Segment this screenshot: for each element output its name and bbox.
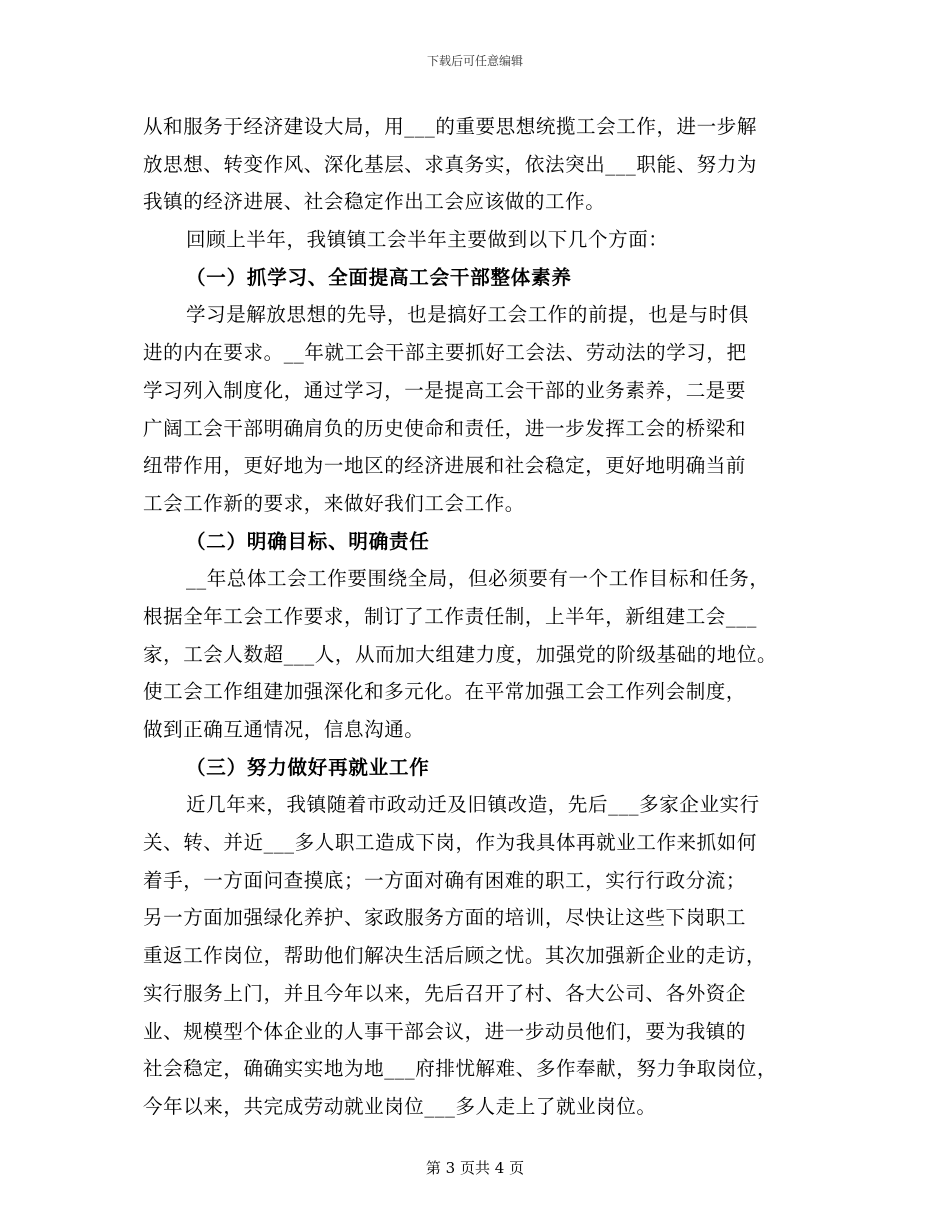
body-line: 学习是解放思想的先导，也是搞好工会工作的前提，也是与时俱 xyxy=(186,303,749,327)
section-heading-1: （一）抓学习、全面提高工会干部整体素养 xyxy=(186,265,572,289)
body-line: 今年以来，共完成劳动就业岗位___多人走上了就业岗位。 xyxy=(143,1094,657,1118)
body-line: 广阔工会干部明确肩负的历史使命和责任，进一步发挥工会的桥梁和 xyxy=(143,416,747,440)
body-line: 我镇的经济进展、社会稳定作出工会应该做的工作。 xyxy=(143,190,606,214)
body-line: 着手，一方面问查摸底；一方面对确有困难的职工，实行行政分流； xyxy=(143,868,747,892)
body-line: 关、转、并近___多人职工造成下岗，作为我具体再就业工作来抓如何 xyxy=(143,831,757,855)
body-line: __年总体工会工作要围绕全局，但必须要有一个工作目标和任务， xyxy=(186,567,770,591)
body-line: 做到正确互通情况，信息沟通。 xyxy=(143,718,425,741)
body-line: 使工会工作组建加强深化和多元化。在平常加强工会工作列会制度， xyxy=(143,680,747,704)
body-line: 实行服务上门，并且今年以来，先后召开了村、各大公司、各外资企 xyxy=(143,981,747,1005)
body-line: 放思想、转变作风、深化基层、求真务实，依法突出___职能、努力为 xyxy=(143,152,757,176)
body-line: 近几年来，我镇随着市政动迁及旧镇改造，先后___多家企业实行 xyxy=(186,793,760,817)
body-line: 另一方面加强绿化养护、家政服务方面的培训，尽快让这些下岗职工 xyxy=(143,906,747,930)
body-line: 从和服务于经济建设大局，用___的重要思想统揽工会工作，进一步解 xyxy=(143,115,757,138)
body-line: 工会工作新的要求，来做好我们工会工作。 xyxy=(143,491,525,515)
body-line: 根据全年工会工作要求，制订了工作责任制，上半年，新组建工会___ xyxy=(143,604,757,628)
page-header-note: 下载后可任意编辑 xyxy=(426,54,523,68)
section-heading-3: （三）努力做好再就业工作 xyxy=(186,755,430,779)
body-line: 家，工会人数超___人，从而加大组建力度，加强党的阶级基础的地位。 xyxy=(143,642,778,666)
body-line: 回顾上半年，我镇镇工会半年主要做到以下几个方面： xyxy=(186,228,669,252)
page-number: 第 3 页共 4 页 xyxy=(425,1159,525,1177)
body-line: 学习列入制度化，通过学习，一是提高工会干部的业务素养，二是要 xyxy=(143,378,747,402)
section-heading-2: （二）明确目标、明确责任 xyxy=(186,529,430,553)
body-line: 进的内在要求。__年就工会干部主要抓好工会法、劳动法的学习，把 xyxy=(143,341,747,365)
document-body xyxy=(143,108,823,1126)
body-line: 社会稳定，确确实实地为地___府排忧解难、多作奉献，努力争取岗位， xyxy=(143,1057,778,1081)
body-line: 纽带作用，更好地为一地区的经济进展和社会稳定，更好地明确当前 xyxy=(143,454,747,478)
body-line: 重返工作岗位，帮助他们解决生活后顾之忧。其次加强新企业的走访， xyxy=(143,944,767,968)
body-line: 业、规模型个体企业的人事干部会议，进一步动员他们，要为我镇的 xyxy=(143,1019,747,1043)
